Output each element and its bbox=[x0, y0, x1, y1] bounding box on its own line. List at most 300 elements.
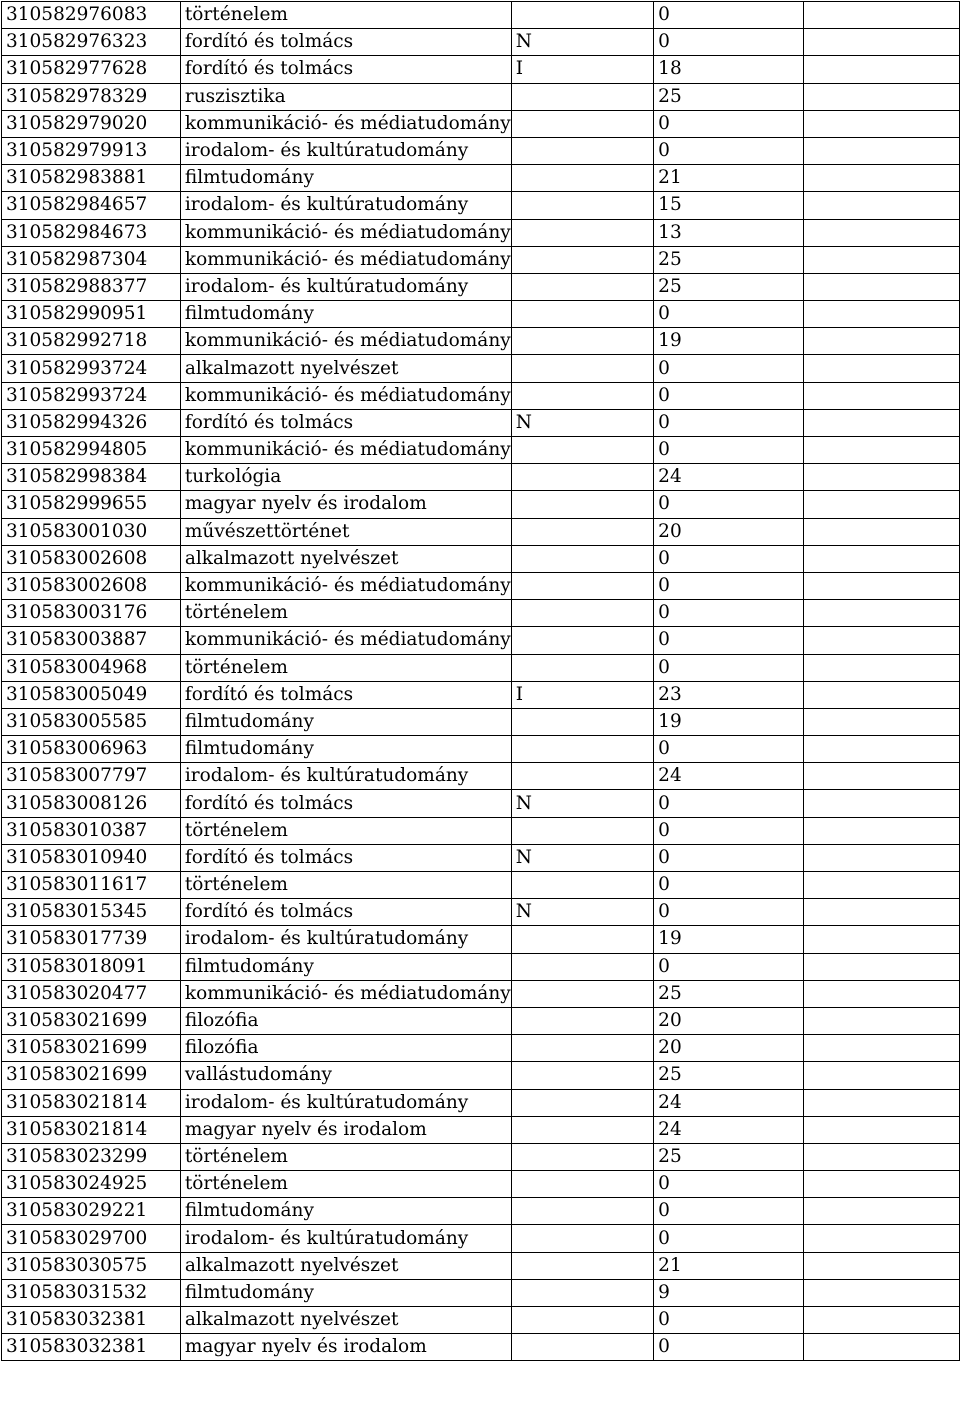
blank-cell bbox=[803, 654, 959, 681]
id-cell: 310583008126 bbox=[2, 790, 181, 817]
blank-cell bbox=[803, 56, 959, 83]
id-cell: 310583006963 bbox=[2, 736, 181, 763]
blank-cell bbox=[803, 301, 959, 328]
blank-cell bbox=[803, 1198, 959, 1225]
score-cell: 25 bbox=[654, 980, 803, 1007]
flag-cell bbox=[511, 1279, 653, 1306]
subject-cell: fordító és tolmács bbox=[180, 844, 511, 871]
subject-cell: filmtudomány bbox=[180, 708, 511, 735]
blank-cell bbox=[803, 29, 959, 56]
id-cell: 310582984673 bbox=[2, 219, 181, 246]
score-cell: 25 bbox=[654, 83, 803, 110]
table-row bbox=[2, 1307, 960, 1334]
flag-cell bbox=[511, 627, 653, 654]
flag-cell bbox=[511, 1307, 653, 1334]
id-cell: 310583023299 bbox=[2, 1143, 181, 1170]
id-cell: 310582993724 bbox=[2, 382, 181, 409]
table-row bbox=[2, 980, 960, 1007]
id-cell: 310582998384 bbox=[2, 464, 181, 491]
id-cell: 310582977628 bbox=[2, 56, 181, 83]
table-row bbox=[2, 627, 960, 654]
table-row bbox=[2, 110, 960, 137]
id-cell: 310583010940 bbox=[2, 844, 181, 871]
results-table-body bbox=[2, 2, 960, 1361]
id-cell: 310582976083 bbox=[2, 2, 181, 29]
id-cell: 310583002608 bbox=[2, 572, 181, 599]
flag-cell: N bbox=[511, 844, 653, 871]
score-cell: 0 bbox=[654, 355, 803, 382]
subject-cell: irodalom- és kultúratudomány bbox=[180, 1089, 511, 1116]
score-cell: 0 bbox=[654, 790, 803, 817]
score-cell: 0 bbox=[654, 1307, 803, 1334]
blank-cell bbox=[803, 328, 959, 355]
subject-cell: irodalom- és kultúratudomány bbox=[180, 192, 511, 219]
blank-cell bbox=[803, 518, 959, 545]
table-row bbox=[2, 572, 960, 599]
id-cell: 310583021814 bbox=[2, 1089, 181, 1116]
id-cell: 310583018091 bbox=[2, 953, 181, 980]
subject-cell: turkológia bbox=[180, 464, 511, 491]
table-row bbox=[2, 137, 960, 164]
score-cell: 21 bbox=[654, 165, 803, 192]
id-cell: 310583029700 bbox=[2, 1225, 181, 1252]
blank-cell bbox=[803, 817, 959, 844]
blank-cell bbox=[803, 1307, 959, 1334]
score-cell: 0 bbox=[654, 137, 803, 164]
flag-cell: I bbox=[511, 56, 653, 83]
table-row bbox=[2, 1334, 960, 1361]
flag-cell: N bbox=[511, 409, 653, 436]
flag-cell: N bbox=[511, 29, 653, 56]
id-cell: 310583021814 bbox=[2, 1116, 181, 1143]
score-cell: 0 bbox=[654, 2, 803, 29]
id-cell: 310582990951 bbox=[2, 301, 181, 328]
table-row bbox=[2, 83, 960, 110]
id-cell: 310582999655 bbox=[2, 491, 181, 518]
id-cell: 310583024925 bbox=[2, 1171, 181, 1198]
score-cell: 0 bbox=[654, 437, 803, 464]
score-cell: 25 bbox=[654, 1143, 803, 1170]
score-cell: 24 bbox=[654, 1089, 803, 1116]
flag-cell bbox=[511, 137, 653, 164]
score-cell: 9 bbox=[654, 1279, 803, 1306]
score-cell: 20 bbox=[654, 1007, 803, 1034]
id-cell: 310583011617 bbox=[2, 872, 181, 899]
id-cell: 310583002608 bbox=[2, 545, 181, 572]
blank-cell bbox=[803, 1279, 959, 1306]
subject-cell: alkalmazott nyelvészet bbox=[180, 1252, 511, 1279]
table-row bbox=[2, 29, 960, 56]
blank-cell bbox=[803, 708, 959, 735]
blank-cell bbox=[803, 1334, 959, 1361]
id-cell: 310582978329 bbox=[2, 83, 181, 110]
table-row bbox=[2, 273, 960, 300]
flag-cell bbox=[511, 1035, 653, 1062]
id-cell: 310582983881 bbox=[2, 165, 181, 192]
blank-cell bbox=[803, 2, 959, 29]
table-row bbox=[2, 464, 960, 491]
subject-cell: filozófia bbox=[180, 1007, 511, 1034]
table-row bbox=[2, 1198, 960, 1225]
subject-cell: kommunikáció- és médiatudomány bbox=[180, 437, 511, 464]
blank-cell bbox=[803, 409, 959, 436]
table-row bbox=[2, 355, 960, 382]
blank-cell bbox=[803, 110, 959, 137]
table-row bbox=[2, 1225, 960, 1252]
score-cell: 24 bbox=[654, 763, 803, 790]
flag-cell bbox=[511, 1089, 653, 1116]
table-row bbox=[2, 382, 960, 409]
score-cell: 0 bbox=[654, 572, 803, 599]
blank-cell bbox=[803, 437, 959, 464]
score-cell: 0 bbox=[654, 409, 803, 436]
id-cell: 310582976323 bbox=[2, 29, 181, 56]
flag-cell bbox=[511, 572, 653, 599]
table-row bbox=[2, 219, 960, 246]
score-cell: 25 bbox=[654, 273, 803, 300]
flag-cell bbox=[511, 2, 653, 29]
blank-cell bbox=[803, 491, 959, 518]
blank-cell bbox=[803, 953, 959, 980]
flag-cell bbox=[511, 736, 653, 763]
score-cell: 0 bbox=[654, 899, 803, 926]
id-cell: 310583021699 bbox=[2, 1035, 181, 1062]
subject-cell: kommunikáció- és médiatudomány bbox=[180, 627, 511, 654]
flag-cell bbox=[511, 1252, 653, 1279]
subject-cell: művészettörténet bbox=[180, 518, 511, 545]
blank-cell bbox=[803, 382, 959, 409]
subject-cell: kommunikáció- és médiatudomány bbox=[180, 328, 511, 355]
score-cell: 25 bbox=[654, 246, 803, 273]
subject-cell: kommunikáció- és médiatudomány bbox=[180, 382, 511, 409]
score-cell: 19 bbox=[654, 926, 803, 953]
flag-cell bbox=[511, 1334, 653, 1361]
blank-cell bbox=[803, 736, 959, 763]
table-row bbox=[2, 2, 960, 29]
subject-cell: kommunikáció- és médiatudomány bbox=[180, 219, 511, 246]
score-cell: 0 bbox=[654, 382, 803, 409]
score-cell: 0 bbox=[654, 29, 803, 56]
subject-cell: filmtudomány bbox=[180, 953, 511, 980]
flag-cell bbox=[511, 273, 653, 300]
flag-cell bbox=[511, 1143, 653, 1170]
table-row bbox=[2, 246, 960, 273]
flag-cell bbox=[511, 872, 653, 899]
blank-cell bbox=[803, 273, 959, 300]
score-cell: 0 bbox=[654, 301, 803, 328]
flag-cell bbox=[511, 83, 653, 110]
id-cell: 310583010387 bbox=[2, 817, 181, 844]
flag-cell bbox=[511, 382, 653, 409]
blank-cell bbox=[803, 1089, 959, 1116]
blank-cell bbox=[803, 464, 959, 491]
subject-cell: irodalom- és kultúratudomány bbox=[180, 763, 511, 790]
flag-cell bbox=[511, 437, 653, 464]
score-cell: 23 bbox=[654, 681, 803, 708]
score-cell: 0 bbox=[654, 1171, 803, 1198]
subject-cell: fordító és tolmács bbox=[180, 899, 511, 926]
subject-cell: fordító és tolmács bbox=[180, 29, 511, 56]
subject-cell: történelem bbox=[180, 654, 511, 681]
blank-cell bbox=[803, 192, 959, 219]
id-cell: 310583031532 bbox=[2, 1279, 181, 1306]
table-row bbox=[2, 56, 960, 83]
table-row bbox=[2, 708, 960, 735]
subject-cell: irodalom- és kultúratudomány bbox=[180, 137, 511, 164]
table-row bbox=[2, 1279, 960, 1306]
id-cell: 310583020477 bbox=[2, 980, 181, 1007]
table-row bbox=[2, 1089, 960, 1116]
subject-cell: kommunikáció- és médiatudomány bbox=[180, 980, 511, 1007]
blank-cell bbox=[803, 1225, 959, 1252]
blank-cell bbox=[803, 137, 959, 164]
blank-cell bbox=[803, 790, 959, 817]
subject-cell: alkalmazott nyelvészet bbox=[180, 355, 511, 382]
flag-cell bbox=[511, 165, 653, 192]
flag-cell bbox=[511, 219, 653, 246]
table-row bbox=[2, 518, 960, 545]
table-row bbox=[2, 1171, 960, 1198]
id-cell: 310583029221 bbox=[2, 1198, 181, 1225]
id-cell: 310582992718 bbox=[2, 328, 181, 355]
blank-cell bbox=[803, 219, 959, 246]
score-cell: 0 bbox=[654, 545, 803, 572]
flag-cell bbox=[511, 1198, 653, 1225]
id-cell: 310583030575 bbox=[2, 1252, 181, 1279]
subject-cell: filmtudomány bbox=[180, 165, 511, 192]
flag-cell bbox=[511, 1007, 653, 1034]
subject-cell: történelem bbox=[180, 872, 511, 899]
id-cell: 310583007797 bbox=[2, 763, 181, 790]
subject-cell: filmtudomány bbox=[180, 301, 511, 328]
subject-cell: történelem bbox=[180, 600, 511, 627]
subject-cell: fordító és tolmács bbox=[180, 56, 511, 83]
table-row bbox=[2, 681, 960, 708]
subject-cell: filozófia bbox=[180, 1035, 511, 1062]
table-row bbox=[2, 545, 960, 572]
blank-cell bbox=[803, 1171, 959, 1198]
flag-cell: N bbox=[511, 790, 653, 817]
flag-cell bbox=[511, 600, 653, 627]
score-cell: 20 bbox=[654, 518, 803, 545]
table-row bbox=[2, 1062, 960, 1089]
id-cell: 310582984657 bbox=[2, 192, 181, 219]
blank-cell bbox=[803, 1143, 959, 1170]
subject-cell: magyar nyelv és irodalom bbox=[180, 1116, 511, 1143]
id-cell: 310583032381 bbox=[2, 1307, 181, 1334]
table-row bbox=[2, 654, 960, 681]
blank-cell bbox=[803, 899, 959, 926]
subject-cell: magyar nyelv és irodalom bbox=[180, 1334, 511, 1361]
blank-cell bbox=[803, 681, 959, 708]
subject-cell: történelem bbox=[180, 817, 511, 844]
id-cell: 310582993724 bbox=[2, 355, 181, 382]
table-row bbox=[2, 301, 960, 328]
score-cell: 0 bbox=[654, 844, 803, 871]
score-cell: 0 bbox=[654, 600, 803, 627]
flag-cell bbox=[511, 953, 653, 980]
blank-cell bbox=[803, 627, 959, 654]
score-cell: 0 bbox=[654, 736, 803, 763]
flag-cell bbox=[511, 328, 653, 355]
table-row bbox=[2, 844, 960, 871]
table-row bbox=[2, 437, 960, 464]
score-cell: 0 bbox=[654, 627, 803, 654]
blank-cell bbox=[803, 1116, 959, 1143]
table-row bbox=[2, 790, 960, 817]
flag-cell: N bbox=[511, 899, 653, 926]
table-row bbox=[2, 409, 960, 436]
subject-cell: filmtudomány bbox=[180, 736, 511, 763]
score-cell: 0 bbox=[654, 1225, 803, 1252]
blank-cell bbox=[803, 572, 959, 599]
id-cell: 310583005585 bbox=[2, 708, 181, 735]
id-cell: 310582988377 bbox=[2, 273, 181, 300]
score-cell: 0 bbox=[654, 817, 803, 844]
blank-cell bbox=[803, 355, 959, 382]
subject-cell: kommunikáció- és médiatudomány bbox=[180, 110, 511, 137]
table-row bbox=[2, 1007, 960, 1034]
score-cell: 24 bbox=[654, 464, 803, 491]
blank-cell bbox=[803, 926, 959, 953]
table-row bbox=[2, 1252, 960, 1279]
blank-cell bbox=[803, 1252, 959, 1279]
table-row bbox=[2, 328, 960, 355]
id-cell: 310582979913 bbox=[2, 137, 181, 164]
flag-cell bbox=[511, 491, 653, 518]
blank-cell bbox=[803, 1062, 959, 1089]
table-row bbox=[2, 817, 960, 844]
flag-cell bbox=[511, 301, 653, 328]
flag-cell bbox=[511, 355, 653, 382]
table-row bbox=[2, 1116, 960, 1143]
score-cell: 0 bbox=[654, 953, 803, 980]
subject-cell: filmtudomány bbox=[180, 1279, 511, 1306]
id-cell: 310583021699 bbox=[2, 1007, 181, 1034]
table-row bbox=[2, 600, 960, 627]
id-cell: 310582994805 bbox=[2, 437, 181, 464]
subject-cell: alkalmazott nyelvészet bbox=[180, 545, 511, 572]
score-cell: 0 bbox=[654, 491, 803, 518]
table-row bbox=[2, 872, 960, 899]
table-row bbox=[2, 165, 960, 192]
subject-cell: történelem bbox=[180, 1143, 511, 1170]
score-cell: 24 bbox=[654, 1116, 803, 1143]
flag-cell bbox=[511, 110, 653, 137]
subject-cell: filmtudomány bbox=[180, 1198, 511, 1225]
blank-cell bbox=[803, 545, 959, 572]
flag-cell bbox=[511, 246, 653, 273]
id-cell: 310582987304 bbox=[2, 246, 181, 273]
score-cell: 25 bbox=[654, 1062, 803, 1089]
results-table bbox=[1, 1, 960, 1361]
subject-cell: ruszisztika bbox=[180, 83, 511, 110]
score-cell: 20 bbox=[654, 1035, 803, 1062]
id-cell: 310582979020 bbox=[2, 110, 181, 137]
flag-cell bbox=[511, 192, 653, 219]
subject-cell: történelem bbox=[180, 2, 511, 29]
subject-cell: magyar nyelv és irodalom bbox=[180, 491, 511, 518]
id-cell: 310582994326 bbox=[2, 409, 181, 436]
score-cell: 13 bbox=[654, 219, 803, 246]
flag-cell bbox=[511, 817, 653, 844]
id-cell: 310583004968 bbox=[2, 654, 181, 681]
flag-cell bbox=[511, 654, 653, 681]
table-row bbox=[2, 953, 960, 980]
blank-cell bbox=[803, 980, 959, 1007]
flag-cell bbox=[511, 518, 653, 545]
score-cell: 0 bbox=[654, 654, 803, 681]
blank-cell bbox=[803, 246, 959, 273]
score-cell: 21 bbox=[654, 1252, 803, 1279]
score-cell: 0 bbox=[654, 1334, 803, 1361]
blank-cell bbox=[803, 763, 959, 790]
table-row bbox=[2, 1143, 960, 1170]
table-row bbox=[2, 491, 960, 518]
subject-cell: fordító és tolmács bbox=[180, 790, 511, 817]
table-row bbox=[2, 192, 960, 219]
table-row bbox=[2, 926, 960, 953]
blank-cell bbox=[803, 872, 959, 899]
subject-cell: fordító és tolmács bbox=[180, 681, 511, 708]
blank-cell bbox=[803, 1007, 959, 1034]
score-cell: 0 bbox=[654, 110, 803, 137]
id-cell: 310583003887 bbox=[2, 627, 181, 654]
subject-cell: kommunikáció- és médiatudomány bbox=[180, 246, 511, 273]
blank-cell bbox=[803, 844, 959, 871]
id-cell: 310583003176 bbox=[2, 600, 181, 627]
score-cell: 0 bbox=[654, 872, 803, 899]
subject-cell: fordító és tolmács bbox=[180, 409, 511, 436]
score-cell: 15 bbox=[654, 192, 803, 219]
flag-cell bbox=[511, 708, 653, 735]
id-cell: 310583001030 bbox=[2, 518, 181, 545]
table-row bbox=[2, 763, 960, 790]
subject-cell: alkalmazott nyelvészet bbox=[180, 1307, 511, 1334]
id-cell: 310583005049 bbox=[2, 681, 181, 708]
flag-cell bbox=[511, 763, 653, 790]
flag-cell bbox=[511, 1116, 653, 1143]
blank-cell bbox=[803, 165, 959, 192]
blank-cell bbox=[803, 1035, 959, 1062]
flag-cell bbox=[511, 1171, 653, 1198]
subject-cell: kommunikáció- és médiatudomány bbox=[180, 572, 511, 599]
id-cell: 310583032381 bbox=[2, 1334, 181, 1361]
subject-cell: irodalom- és kultúratudomány bbox=[180, 273, 511, 300]
flag-cell bbox=[511, 926, 653, 953]
blank-cell bbox=[803, 600, 959, 627]
blank-cell bbox=[803, 83, 959, 110]
score-cell: 19 bbox=[654, 708, 803, 735]
id-cell: 310583015345 bbox=[2, 899, 181, 926]
score-cell: 0 bbox=[654, 1198, 803, 1225]
id-cell: 310583021699 bbox=[2, 1062, 181, 1089]
flag-cell bbox=[511, 1062, 653, 1089]
score-cell: 18 bbox=[654, 56, 803, 83]
subject-cell: történelem bbox=[180, 1171, 511, 1198]
subject-cell: irodalom- és kultúratudomány bbox=[180, 926, 511, 953]
table-row bbox=[2, 1035, 960, 1062]
table-row bbox=[2, 736, 960, 763]
id-cell: 310583017739 bbox=[2, 926, 181, 953]
flag-cell bbox=[511, 545, 653, 572]
score-cell: 19 bbox=[654, 328, 803, 355]
flag-cell bbox=[511, 464, 653, 491]
table-row bbox=[2, 899, 960, 926]
flag-cell: I bbox=[511, 681, 653, 708]
flag-cell bbox=[511, 1225, 653, 1252]
subject-cell: vallástudomány bbox=[180, 1062, 511, 1089]
